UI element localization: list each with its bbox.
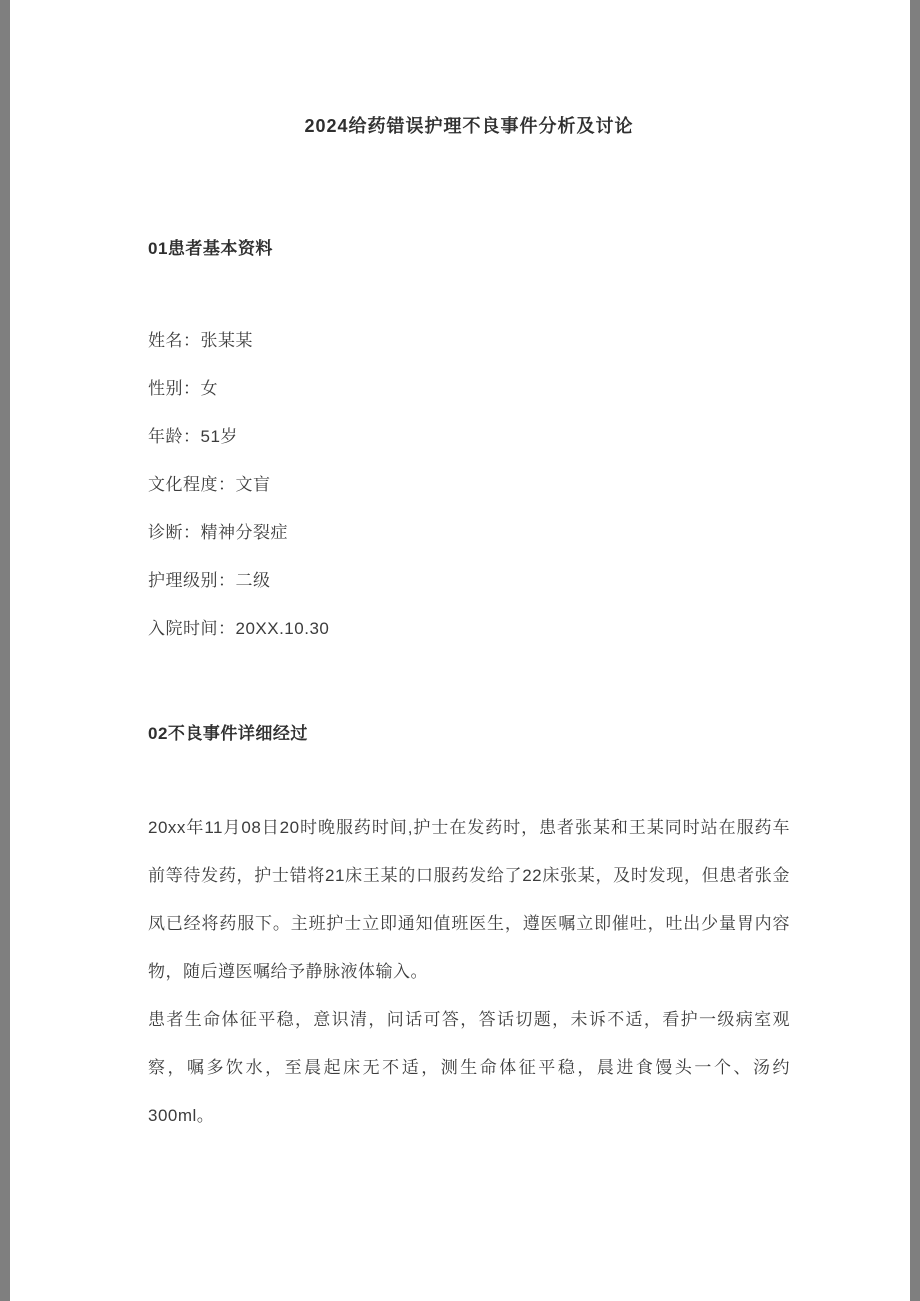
event-details-body xyxy=(148,804,790,1140)
patient-info-fields xyxy=(148,317,790,653)
patient-admission-date-field: 入院时间：20XX.10.30 xyxy=(148,619,330,638)
patient-gender-field: 性别：女 xyxy=(148,379,218,398)
patient-education-field: 文化程度：文盲 xyxy=(148,475,271,494)
patient-age-field: 年龄：51岁 xyxy=(148,427,238,446)
patient-diagnosis-field: 诊断：精神分裂症 xyxy=(148,523,288,542)
patient-name-field: 姓名：张某某 xyxy=(148,331,253,350)
section-heading-patient-info: 01患者基本资料 xyxy=(148,239,273,258)
event-paragraph-1: 20xx年11月08日20时晚服药时间,护士在发药时，患者张某和王某同时站在服药车前等待发药，护士错将21床王某的口服药发给了22床张某，及时发现，但患者张金凤已经将药服下。主班护士立即通知值班医生，遵医嘱立即催吐，吐出少量胃内容物，随后遵医嘱给予静脉液体输入。 xyxy=(148,818,790,981)
document-title: 2024给药错误护理不良事件分析及讨论 xyxy=(304,116,634,136)
event-paragraph-2: 患者生命体征平稳，意识清，问话可答，答话切题，未诉不适，看护一级病室观察，嘱多饮水，至晨起床无不适，测生命体征平稳，晨进食馒头一个、汤约300ml。 xyxy=(148,1010,790,1125)
section-heading-event-details: 02不良事件详细经过 xyxy=(148,724,308,743)
document-page xyxy=(10,0,910,1301)
patient-care-level-field: 护理级别：二级 xyxy=(148,571,271,590)
